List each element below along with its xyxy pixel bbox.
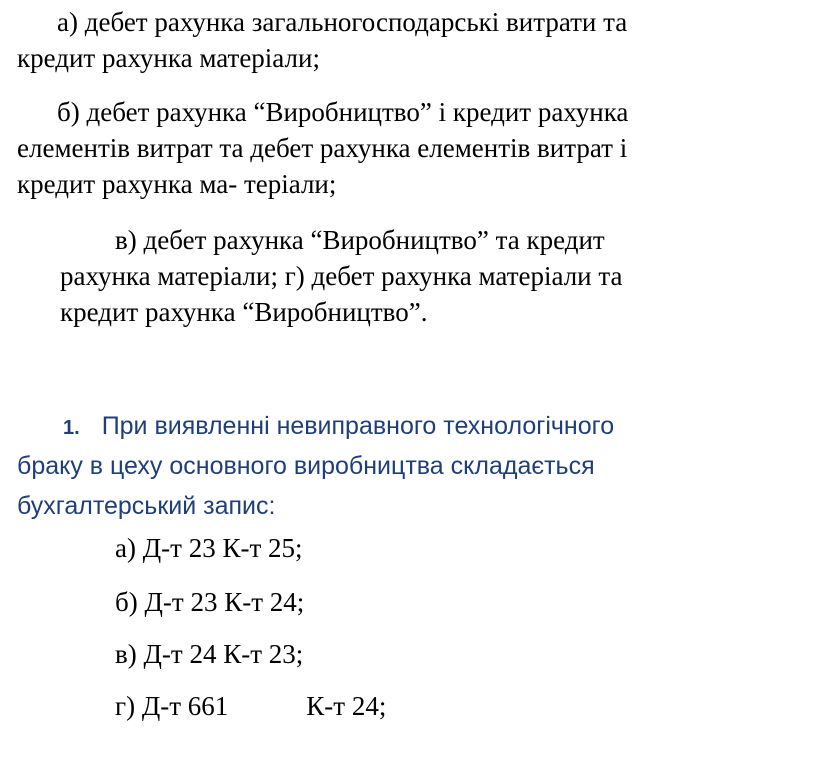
- answer-debit: Д-т 23: [144, 587, 218, 617]
- answer-label: г): [115, 691, 136, 721]
- question-line-1: [63, 408, 614, 446]
- option-a-line-2: кредит рахунка матеріали;: [17, 43, 320, 73]
- answer-a[interactable]: [115, 530, 303, 566]
- option-c-line-1: в) дебет рахунка “Виробництво” та кредит: [115, 225, 605, 255]
- answer-debit: Д-т 24: [143, 639, 217, 669]
- answer-credit: К-т 23;: [223, 639, 304, 669]
- option-b-line-2: елементів витрат та дебет рахунка елементів витрат і: [17, 133, 628, 163]
- question-number: 1.: [63, 417, 80, 439]
- answer-label: б): [115, 587, 138, 617]
- answer-credit: К-т 24;: [224, 587, 305, 617]
- question-text-line-1: При виявленні невиправного технологічного: [101, 412, 615, 440]
- option-d-line-3: кредит рахунка “Виробництво”.: [60, 297, 428, 327]
- question-text-line-3: бухгалтерський запис:: [17, 492, 276, 520]
- answer-credit: К-т 25;: [222, 533, 303, 563]
- question-text-line-2: браку в цеху основного виробництва складається: [17, 452, 595, 480]
- answer-d[interactable]: [115, 688, 386, 724]
- answer-label: в): [115, 639, 137, 669]
- answer-label: а): [115, 533, 136, 563]
- answer-debit: Д-т 661: [141, 691, 229, 721]
- answer-debit: Д-т 23: [142, 533, 216, 563]
- option-a-line-1: а) дебет рахунка загальногосподарські витрати та: [57, 7, 628, 37]
- answer-credit: К-т 24;: [306, 691, 387, 721]
- answer-b[interactable]: [115, 584, 304, 620]
- option-b-line-1: б) дебет рахунка “Виробництво” і кредит рахунка: [57, 97, 629, 127]
- answer-c[interactable]: [115, 636, 303, 672]
- option-b-line-3: кредит рахунка ма- теріали;: [17, 169, 337, 199]
- option-c-d-line-2: рахунка матеріали; г) дебет рахунка матеріали та: [60, 261, 623, 291]
